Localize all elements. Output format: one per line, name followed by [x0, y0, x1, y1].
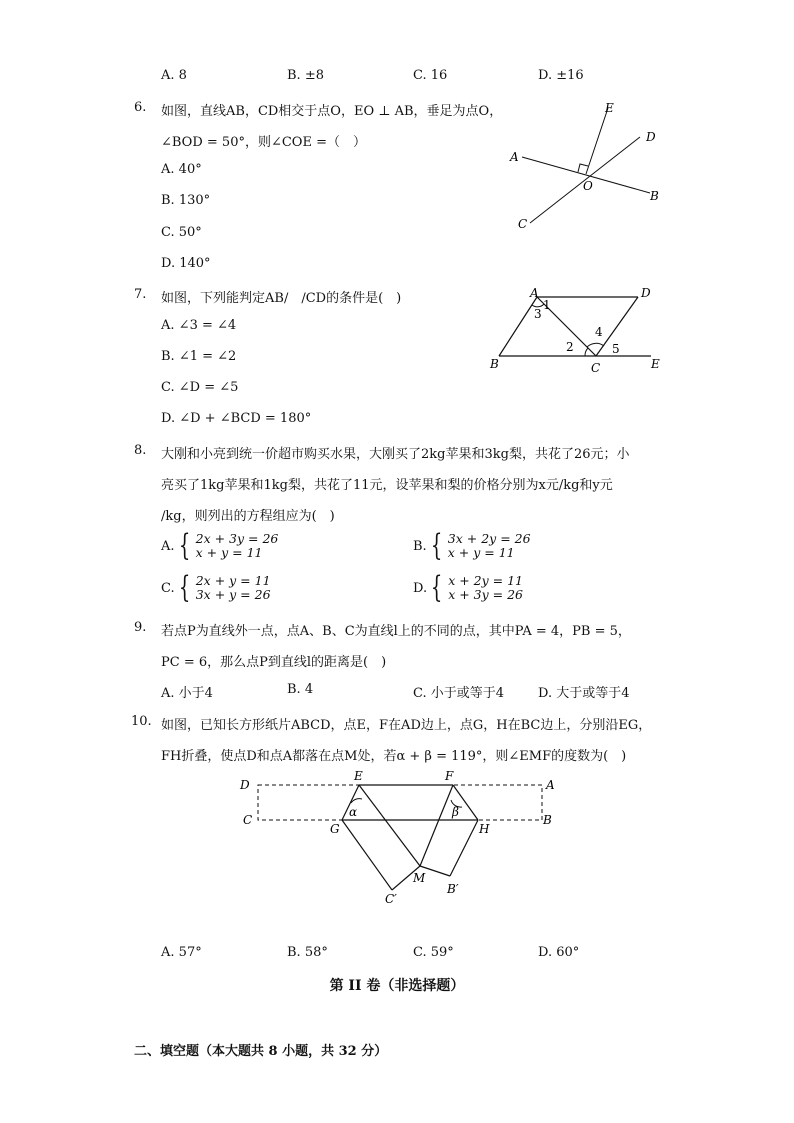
label-a: A — [546, 778, 555, 792]
q7-option-d: D. ∠D + ∠BCD = 180° — [161, 411, 312, 426]
label-3: 3 — [534, 307, 542, 321]
segment-em — [359, 785, 420, 866]
q10-number: 10. — [131, 714, 152, 729]
option-label: C. — [161, 580, 175, 596]
segment-gc-prime — [342, 820, 392, 890]
label-a: A — [510, 150, 519, 164]
q10-stem-line2: FH折叠，使点D和点A都落在点M处，若α + β = 119°，则∠EMF的度数为( ) — [161, 749, 627, 764]
label-e: E — [651, 357, 660, 371]
right-angle-mark — [578, 164, 588, 172]
label-d: D — [646, 130, 656, 144]
q9-option-c: C. 小于或等于4 — [413, 686, 505, 701]
q10-option-c: C. 59° — [413, 945, 454, 960]
segment-fm — [420, 785, 453, 866]
label-d: D — [641, 286, 651, 300]
q9-option-a: A. 小于4 — [161, 686, 213, 701]
q9-number: 9. — [134, 620, 147, 635]
q5-option-b: B. ±8 — [287, 68, 324, 83]
option-label: D. — [413, 580, 428, 596]
rectangle-abcd-dashed — [258, 785, 542, 820]
angle-arc-2 — [585, 348, 588, 356]
q9-stem-line2: PC = 6，那么点P到直线l的距离是( ) — [161, 655, 387, 670]
q8-stem-line3: /kg，则列出的方程组应为( ) — [161, 509, 335, 524]
q6-option-a: A. 40° — [161, 162, 202, 177]
segment-ab — [499, 297, 537, 356]
label-4: 4 — [595, 325, 603, 339]
equation-2: x + 3y = 26 — [448, 587, 523, 602]
segment-h-b-prime — [450, 820, 478, 876]
label-f: F — [445, 769, 454, 783]
q7-number: 7. — [134, 287, 147, 302]
label-a: A — [530, 286, 539, 300]
label-o: O — [583, 179, 593, 193]
label-b: B — [543, 813, 552, 827]
label-2: 2 — [566, 340, 574, 354]
q6-number: 6. — [134, 100, 147, 115]
q5-option-d: D. ±16 — [538, 68, 584, 83]
label-c: C — [518, 217, 528, 231]
q8-stem-line1: 大刚和小亮到统一价超市购买水果，大刚买了2kg苹果和3kg梨，共花了26元；小 — [161, 447, 630, 462]
q8-option-d — [413, 570, 523, 605]
option-label: A. — [161, 538, 175, 554]
q10-option-b: B. 58° — [287, 945, 328, 960]
label-g: G — [330, 822, 340, 836]
label-5: 5 — [612, 342, 620, 356]
q6-figure — [500, 95, 680, 240]
brace-icon: { — [430, 570, 443, 605]
q8-number: 8. — [134, 443, 147, 458]
q9-option-b: B. 4 — [287, 682, 314, 697]
label-b: B — [490, 357, 499, 371]
q9-option-d: D. 大于或等于4 — [538, 686, 630, 701]
label-m: M — [413, 871, 426, 885]
label-b-prime: B′ — [447, 882, 459, 896]
equation-1: x + 2y = 11 — [448, 573, 523, 588]
q7-option-b: B. ∠1 = ∠2 — [161, 349, 237, 364]
label-beta: β — [452, 805, 459, 819]
q8-option-b — [413, 528, 531, 563]
brace-icon: { — [178, 528, 190, 563]
section-2-title: 第 II 卷（非选择题） — [329, 978, 465, 994]
label-c: C — [243, 813, 253, 827]
q10-option-a: A. 57° — [161, 945, 202, 960]
label-c-prime: C′ — [385, 892, 397, 906]
label-1: 1 — [543, 298, 551, 312]
q6-option-c: C. 50° — [161, 225, 202, 240]
label-c: C — [591, 361, 601, 375]
equation-2: x + y = 11 — [195, 545, 263, 560]
label-d: D — [240, 778, 250, 792]
label-e: E — [354, 769, 363, 783]
equation-1: 2x + 3y = 26 — [195, 531, 279, 546]
q7-figure — [485, 283, 670, 375]
equation-2: x + y = 11 — [447, 545, 515, 560]
q6-stem-line1: 如图，直线AB，CD相交于点O，EO ⊥ AB，垂足为点O， — [161, 104, 503, 119]
equation-2: 3x + y = 26 — [195, 587, 271, 602]
angle-arc-4 — [587, 343, 604, 347]
q7-option-a: A. ∠3 = ∠4 — [161, 318, 237, 333]
brace-icon: { — [430, 528, 442, 563]
q6-option-b: B. 130° — [161, 193, 211, 208]
q8-option-c — [161, 570, 271, 605]
q8-option-a — [161, 528, 279, 563]
equation-1: 3x + 2y = 26 — [447, 531, 531, 546]
label-b: B — [650, 189, 659, 203]
label-e: E — [605, 101, 614, 115]
brace-icon: { — [178, 570, 190, 605]
q7-stem-line1: 如图，下列能判定AB/ /CD的条件是( ) — [161, 291, 402, 306]
q5-option-a: A. 8 — [161, 68, 187, 83]
q10-stem-line1: 如图，已知长方形纸片ABCD，点E，F在AD边上，点G，H在BC边上，分别沿EG， — [161, 718, 652, 733]
option-label: B. — [413, 538, 427, 554]
q10-option-d: D. 60° — [538, 945, 580, 960]
q5-option-c: C. 16 — [413, 68, 448, 83]
q6-option-d: D. 140° — [161, 256, 211, 271]
section-2-heading: 二、填空题（本大题共 8 小题，共 32 分） — [134, 1044, 388, 1059]
q7-option-c: C. ∠D = ∠5 — [161, 380, 239, 395]
q9-stem-line1: 若点P为直线外一点，点A、B、C为直线l上的不同的点，其中PA = 4，PB = 5， — [161, 624, 631, 639]
label-h: H — [479, 822, 490, 836]
equation-1: 2x + y = 11 — [195, 573, 271, 588]
q6-stem-line2: ∠BOD = 50°，则∠COE =（ ） — [161, 135, 366, 150]
q10-figure — [230, 766, 570, 908]
q8-stem-line2: 亮买了1kg苹果和1kg梨，共花了11元，设苹果和梨的价格分别为x元/kg和y元 — [161, 478, 613, 493]
label-alpha: α — [349, 805, 358, 819]
